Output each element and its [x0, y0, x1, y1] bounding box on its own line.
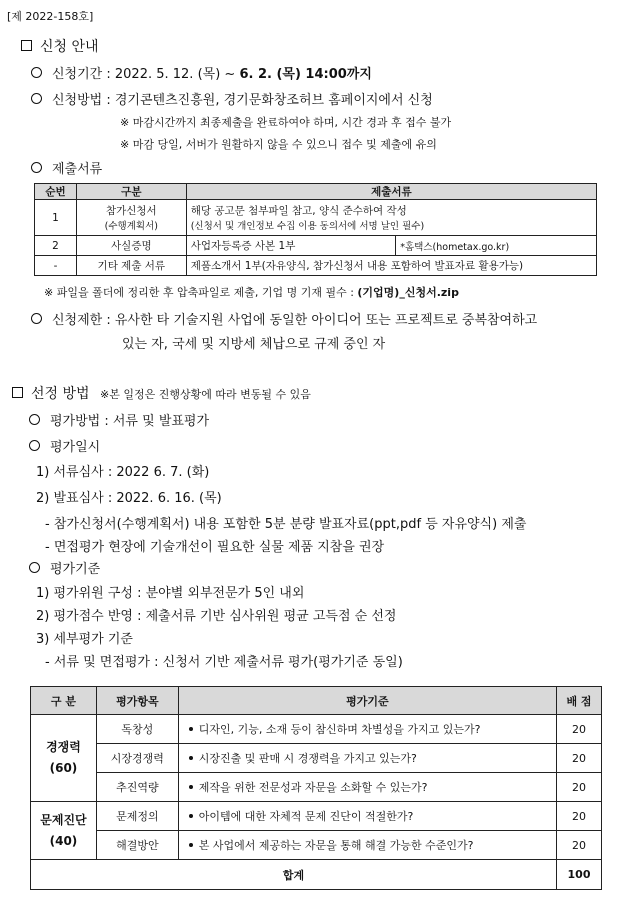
section-heading-application: 신청 안내: [21, 36, 99, 56]
table-row: [31, 744, 602, 773]
interview-recommendation: - 면접평가 현장에 기술개선이 필요한 실물 제품 지참을 권장: [45, 540, 385, 555]
table-row: [31, 773, 602, 802]
eval-score: 20: [557, 744, 602, 773]
presentation-review-date: 2) 발표심사 : 2022. 6. 16. (목): [36, 491, 222, 506]
evaluation-criteria-label: 평가기준: [29, 558, 100, 577]
eval-criteria: 제작을 위한 전문성과 자문을 소화할 수 있는가?: [178, 773, 556, 802]
row-document: 해당 공고문 첨부파일 참고, 양식 준수하여 작성 (신청서 및 개인정보 수집 이용 동의서에 서명 날인 필수): [186, 200, 596, 236]
row-no: 1: [35, 200, 77, 236]
table-row: [35, 236, 597, 256]
application-restriction: 신청제한 : 유사한 타 기술지원 사업에 동일한 아이디어 또는 프로젝트로 중복참여하고: [31, 309, 537, 328]
circle-bullet-icon: [31, 162, 42, 173]
circle-bullet-icon: [31, 313, 42, 324]
eval-score: 20: [557, 773, 602, 802]
required-documents-label: 제출서류: [31, 158, 102, 177]
document-number: [제 2022-158호]: [7, 10, 94, 23]
document-review-date: 1) 서류심사 : 2022 6. 7. (화): [36, 465, 210, 480]
row-type: 기타 제출 서류: [76, 256, 186, 276]
row-type: 사실증명: [76, 236, 186, 256]
square-bullet-icon: [21, 40, 32, 51]
submission-table: [34, 183, 597, 276]
zip-filename: (기업명)_신청서.zip: [357, 286, 459, 299]
header-type: 구분: [76, 184, 186, 200]
header-no: 순번: [35, 184, 77, 200]
square-bullet-icon: [12, 387, 23, 398]
eval-score: 20: [557, 802, 602, 831]
row-document: 제품소개서 1부(자유양식, 참가신청서 내용 포함하여 발표자료 활용가능): [186, 256, 596, 276]
eval-item: 문제정의: [96, 802, 178, 831]
circle-bullet-icon: [29, 414, 40, 425]
note-server: ※ 마감 당일, 서버가 원활하지 않을 수 있으니 접수 및 제출에 유의: [120, 138, 437, 151]
evaluation-date-label: 평가일시: [29, 436, 100, 455]
dot-bullet-icon: [189, 756, 193, 760]
table-row: [31, 802, 602, 831]
zip-note: ※ 파일을 폴더에 정리한 후 압축파일로 제출, 기업 명 기재 필수 : (기업명)_신청서.zip: [44, 286, 459, 299]
schedule-note: ※본 일정은 진행상황에 따라 변동될 수 있음: [100, 388, 311, 401]
table-row: [35, 256, 597, 276]
evaluation-method: 평가방법 : 서류 및 발표평가: [29, 410, 209, 429]
total-label: 합계: [31, 860, 557, 890]
category-problem-diagnosis: 문제진단 (40): [31, 802, 97, 860]
header-item: 평가항목: [96, 687, 178, 715]
header-documents: 제출서류: [186, 184, 596, 200]
header-category: 구 분: [31, 687, 97, 715]
dot-bullet-icon: [189, 727, 193, 731]
section-heading-selection: 선정 방법 ※본 일정은 진행상황에 따라 변동될 수 있음: [12, 383, 311, 403]
application-restriction-cont: 있는 자, 국세 및 지방세 체납으로 규제 중인 자: [122, 337, 386, 352]
criteria-item-3: 3) 세부평가 기준: [36, 632, 133, 647]
row-no: 2: [35, 236, 77, 256]
presentation-requirement: - 참가신청서(수행계획서) 내용 포함한 5분 분량 발표자료(ppt,pdf 등 자유양식) 제출: [45, 517, 527, 532]
total-score: 100: [557, 860, 602, 890]
eval-criteria: 디자인, 기능, 소재 등이 참신하며 차별성을 가지고 있는가?: [178, 715, 556, 744]
table-row: [31, 715, 602, 744]
eval-criteria: 아이템에 대한 자체적 문제 진단이 적절한가?: [178, 802, 556, 831]
row-type: 참가신청서 (수행계획서): [76, 200, 186, 236]
circle-bullet-icon: [31, 67, 42, 78]
application-period: 신청기간 : 2022. 5. 12. (목) ~ 6. 2. (목) 14:00까지: [31, 63, 372, 82]
table-header-row: [31, 687, 602, 715]
deadline: 6. 2. (목) 14:00까지: [239, 67, 372, 82]
application-method: 신청방법 : 경기콘텐츠진흥원, 경기문화창조허브 홈페이지에서 신청: [31, 89, 433, 108]
table-row: [31, 831, 602, 860]
circle-bullet-icon: [29, 562, 40, 573]
eval-item: 해결방안: [96, 831, 178, 860]
category-competitiveness: 경쟁력 (60): [31, 715, 97, 802]
row-document-extra: *홈택스(hometax.go.kr): [396, 236, 597, 256]
eval-criteria: 시장진출 및 판매 시 경쟁력을 가지고 있는가?: [178, 744, 556, 773]
eval-criteria: 본 사업에서 제공하는 자문을 통해 해결 가능한 수준인가?: [178, 831, 556, 860]
table-header-row: [35, 184, 597, 200]
dot-bullet-icon: [189, 843, 193, 847]
table-row: [35, 200, 597, 236]
circle-bullet-icon: [31, 93, 42, 104]
dot-bullet-icon: [189, 814, 193, 818]
criteria-item-2: 2) 평가점수 반영 : 제출서류 기반 심사위원 평균 고득점 순 선정: [36, 609, 397, 624]
row-document: 사업자등록증 사본 1부: [186, 236, 396, 256]
eval-score: 20: [557, 715, 602, 744]
dot-bullet-icon: [189, 785, 193, 789]
criteria-item-3-detail: - 서류 및 면접평가 : 신청서 기반 제출서류 평가(평가기준 동일): [45, 655, 403, 670]
note-deadline: ※ 마감시간까지 최종제출을 완료하여야 하며, 시간 경과 후 접수 불가: [120, 116, 452, 129]
circle-bullet-icon: [29, 440, 40, 451]
eval-item: 독창성: [96, 715, 178, 744]
total-row: [31, 860, 602, 890]
eval-score: 20: [557, 831, 602, 860]
eval-item: 시장경쟁력: [96, 744, 178, 773]
row-no: -: [35, 256, 77, 276]
eval-item: 추진역량: [96, 773, 178, 802]
criteria-item-1: 1) 평가위원 구성 : 분야별 외부전문가 5인 내외: [36, 586, 305, 601]
evaluation-table: [30, 686, 602, 890]
header-score: 배 점: [557, 687, 602, 715]
header-criteria: 평가기준: [178, 687, 556, 715]
